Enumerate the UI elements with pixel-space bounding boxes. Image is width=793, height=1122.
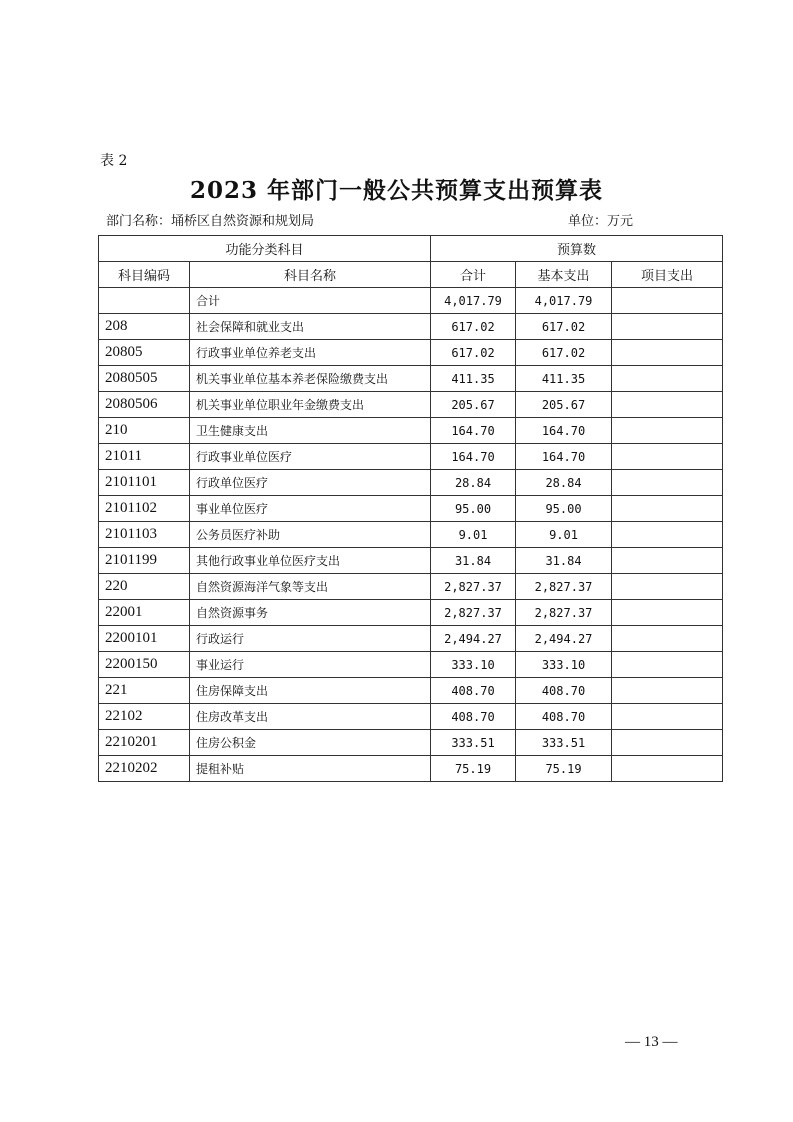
table-row (99, 678, 723, 704)
table-row (99, 314, 723, 340)
table-row (99, 522, 723, 548)
cell-total: 617.02 (431, 340, 516, 366)
cell-name: 公务员医疗补助 (190, 522, 431, 548)
cell-name: 住房公积金 (190, 730, 431, 756)
cell-name: 机关事业单位基本养老保险缴费支出 (190, 366, 431, 392)
header-project: 项目支出 (612, 262, 723, 288)
table-row (99, 366, 723, 392)
header-total: 合计 (431, 262, 516, 288)
cell-project (612, 626, 723, 652)
cell-project (612, 444, 723, 470)
cell-project (612, 548, 723, 574)
table-row (99, 470, 723, 496)
header-basic: 基本支出 (516, 262, 612, 288)
cell-project (612, 314, 723, 340)
cell-total: 4,017.79 (431, 288, 516, 314)
cell-total: 205.67 (431, 392, 516, 418)
cell-code: 21011 (99, 444, 190, 470)
cell-basic: 333.10 (516, 652, 612, 678)
header-budget-amount: 预算数 (431, 236, 723, 262)
header-functional-classification: 功能分类科目 (99, 236, 431, 262)
cell-code: 2101101 (99, 470, 190, 496)
cell-total: 164.70 (431, 444, 516, 470)
cell-basic: 408.70 (516, 678, 612, 704)
page-title: 2023 年部门一般公共预算支出预算表 (189, 177, 604, 204)
cell-total: 333.10 (431, 652, 516, 678)
cell-name: 合计 (190, 288, 431, 314)
cell-basic: 2,827.37 (516, 574, 612, 600)
cell-project (612, 340, 723, 366)
cell-project (612, 470, 723, 496)
cell-name: 行政事业单位医疗 (190, 444, 431, 470)
cell-code: 208 (99, 314, 190, 340)
cell-code: 210 (99, 418, 190, 444)
table-row (99, 730, 723, 756)
cell-basic: 164.70 (516, 418, 612, 444)
cell-code: 2210201 (99, 730, 190, 756)
cell-name: 机关事业单位职业年金缴费支出 (190, 392, 431, 418)
cell-code: 221 (99, 678, 190, 704)
cell-basic: 333.51 (516, 730, 612, 756)
cell-basic: 617.02 (516, 340, 612, 366)
cell-code: 2200150 (99, 652, 190, 678)
table-row (99, 600, 723, 626)
cell-total: 2,827.37 (431, 574, 516, 600)
cell-name: 自然资源事务 (190, 600, 431, 626)
table-row (99, 574, 723, 600)
cell-code: 220 (99, 574, 190, 600)
cell-total: 408.70 (431, 678, 516, 704)
table-row (99, 704, 723, 730)
cell-code: 2080506 (99, 392, 190, 418)
table-label: 表 2 (100, 153, 128, 169)
cell-basic: 164.70 (516, 444, 612, 470)
cell-total: 28.84 (431, 470, 516, 496)
cell-total: 164.70 (431, 418, 516, 444)
cell-total: 95.00 (431, 496, 516, 522)
header-name: 科目名称 (190, 262, 431, 288)
cell-basic: 4,017.79 (516, 288, 612, 314)
cell-basic: 31.84 (516, 548, 612, 574)
cell-project (612, 730, 723, 756)
cell-name: 住房保障支出 (190, 678, 431, 704)
cell-name: 事业运行 (190, 652, 431, 678)
cell-name: 行政事业单位养老支出 (190, 340, 431, 366)
page-number: — 13 — (625, 1034, 678, 1050)
header-group-row (99, 236, 723, 262)
cell-name: 社会保障和就业支出 (190, 314, 431, 340)
header-code: 科目编码 (99, 262, 190, 288)
table-row (99, 288, 723, 314)
cell-code: 2200101 (99, 626, 190, 652)
cell-total: 31.84 (431, 548, 516, 574)
table-row (99, 652, 723, 678)
cell-code: 2101103 (99, 522, 190, 548)
table-row (99, 392, 723, 418)
table-row (99, 418, 723, 444)
cell-code: 22102 (99, 704, 190, 730)
table-row (99, 340, 723, 366)
cell-total: 2,827.37 (431, 600, 516, 626)
cell-basic: 28.84 (516, 470, 612, 496)
cell-name: 卫生健康支出 (190, 418, 431, 444)
cell-code: 2080505 (99, 366, 190, 392)
cell-project (612, 366, 723, 392)
cell-basic: 2,494.27 (516, 626, 612, 652)
cell-name: 行政单位医疗 (190, 470, 431, 496)
cell-total: 333.51 (431, 730, 516, 756)
cell-code: 2101199 (99, 548, 190, 574)
header-column-row (99, 262, 723, 288)
budget-table (98, 235, 723, 782)
cell-code: 2210202 (99, 756, 190, 782)
cell-basic: 75.19 (516, 756, 612, 782)
cell-project (612, 418, 723, 444)
cell-project (612, 288, 723, 314)
cell-total: 408.70 (431, 704, 516, 730)
cell-name: 住房改革支出 (190, 704, 431, 730)
cell-total: 411.35 (431, 366, 516, 392)
unit-label: 单位：万元 (568, 214, 634, 229)
table-row (99, 756, 723, 782)
cell-code: 2101102 (99, 496, 190, 522)
cell-name: 提租补贴 (190, 756, 431, 782)
table-row (99, 626, 723, 652)
department-name: 部门名称：埇桥区自然资源和规划局 (106, 214, 315, 229)
cell-code: 22001 (99, 600, 190, 626)
budget-table-body (99, 288, 723, 782)
cell-basic: 2,827.37 (516, 600, 612, 626)
cell-total: 617.02 (431, 314, 516, 340)
cell-total: 9.01 (431, 522, 516, 548)
cell-project (612, 392, 723, 418)
cell-basic: 205.67 (516, 392, 612, 418)
cell-project (612, 574, 723, 600)
table-row (99, 496, 723, 522)
table-row (99, 444, 723, 470)
cell-basic: 9.01 (516, 522, 612, 548)
cell-total: 75.19 (431, 756, 516, 782)
cell-code (99, 288, 190, 314)
cell-project (612, 522, 723, 548)
cell-project (612, 496, 723, 522)
cell-project (612, 756, 723, 782)
cell-project (612, 600, 723, 626)
cell-name: 其他行政事业单位医疗支出 (190, 548, 431, 574)
cell-project (612, 652, 723, 678)
cell-project (612, 678, 723, 704)
cell-code: 20805 (99, 340, 190, 366)
cell-total: 2,494.27 (431, 626, 516, 652)
cell-project (612, 704, 723, 730)
cell-name: 事业单位医疗 (190, 496, 431, 522)
cell-basic: 95.00 (516, 496, 612, 522)
cell-name: 行政运行 (190, 626, 431, 652)
cell-name: 自然资源海洋气象等支出 (190, 574, 431, 600)
cell-basic: 617.02 (516, 314, 612, 340)
cell-basic: 408.70 (516, 704, 612, 730)
cell-basic: 411.35 (516, 366, 612, 392)
table-row (99, 548, 723, 574)
